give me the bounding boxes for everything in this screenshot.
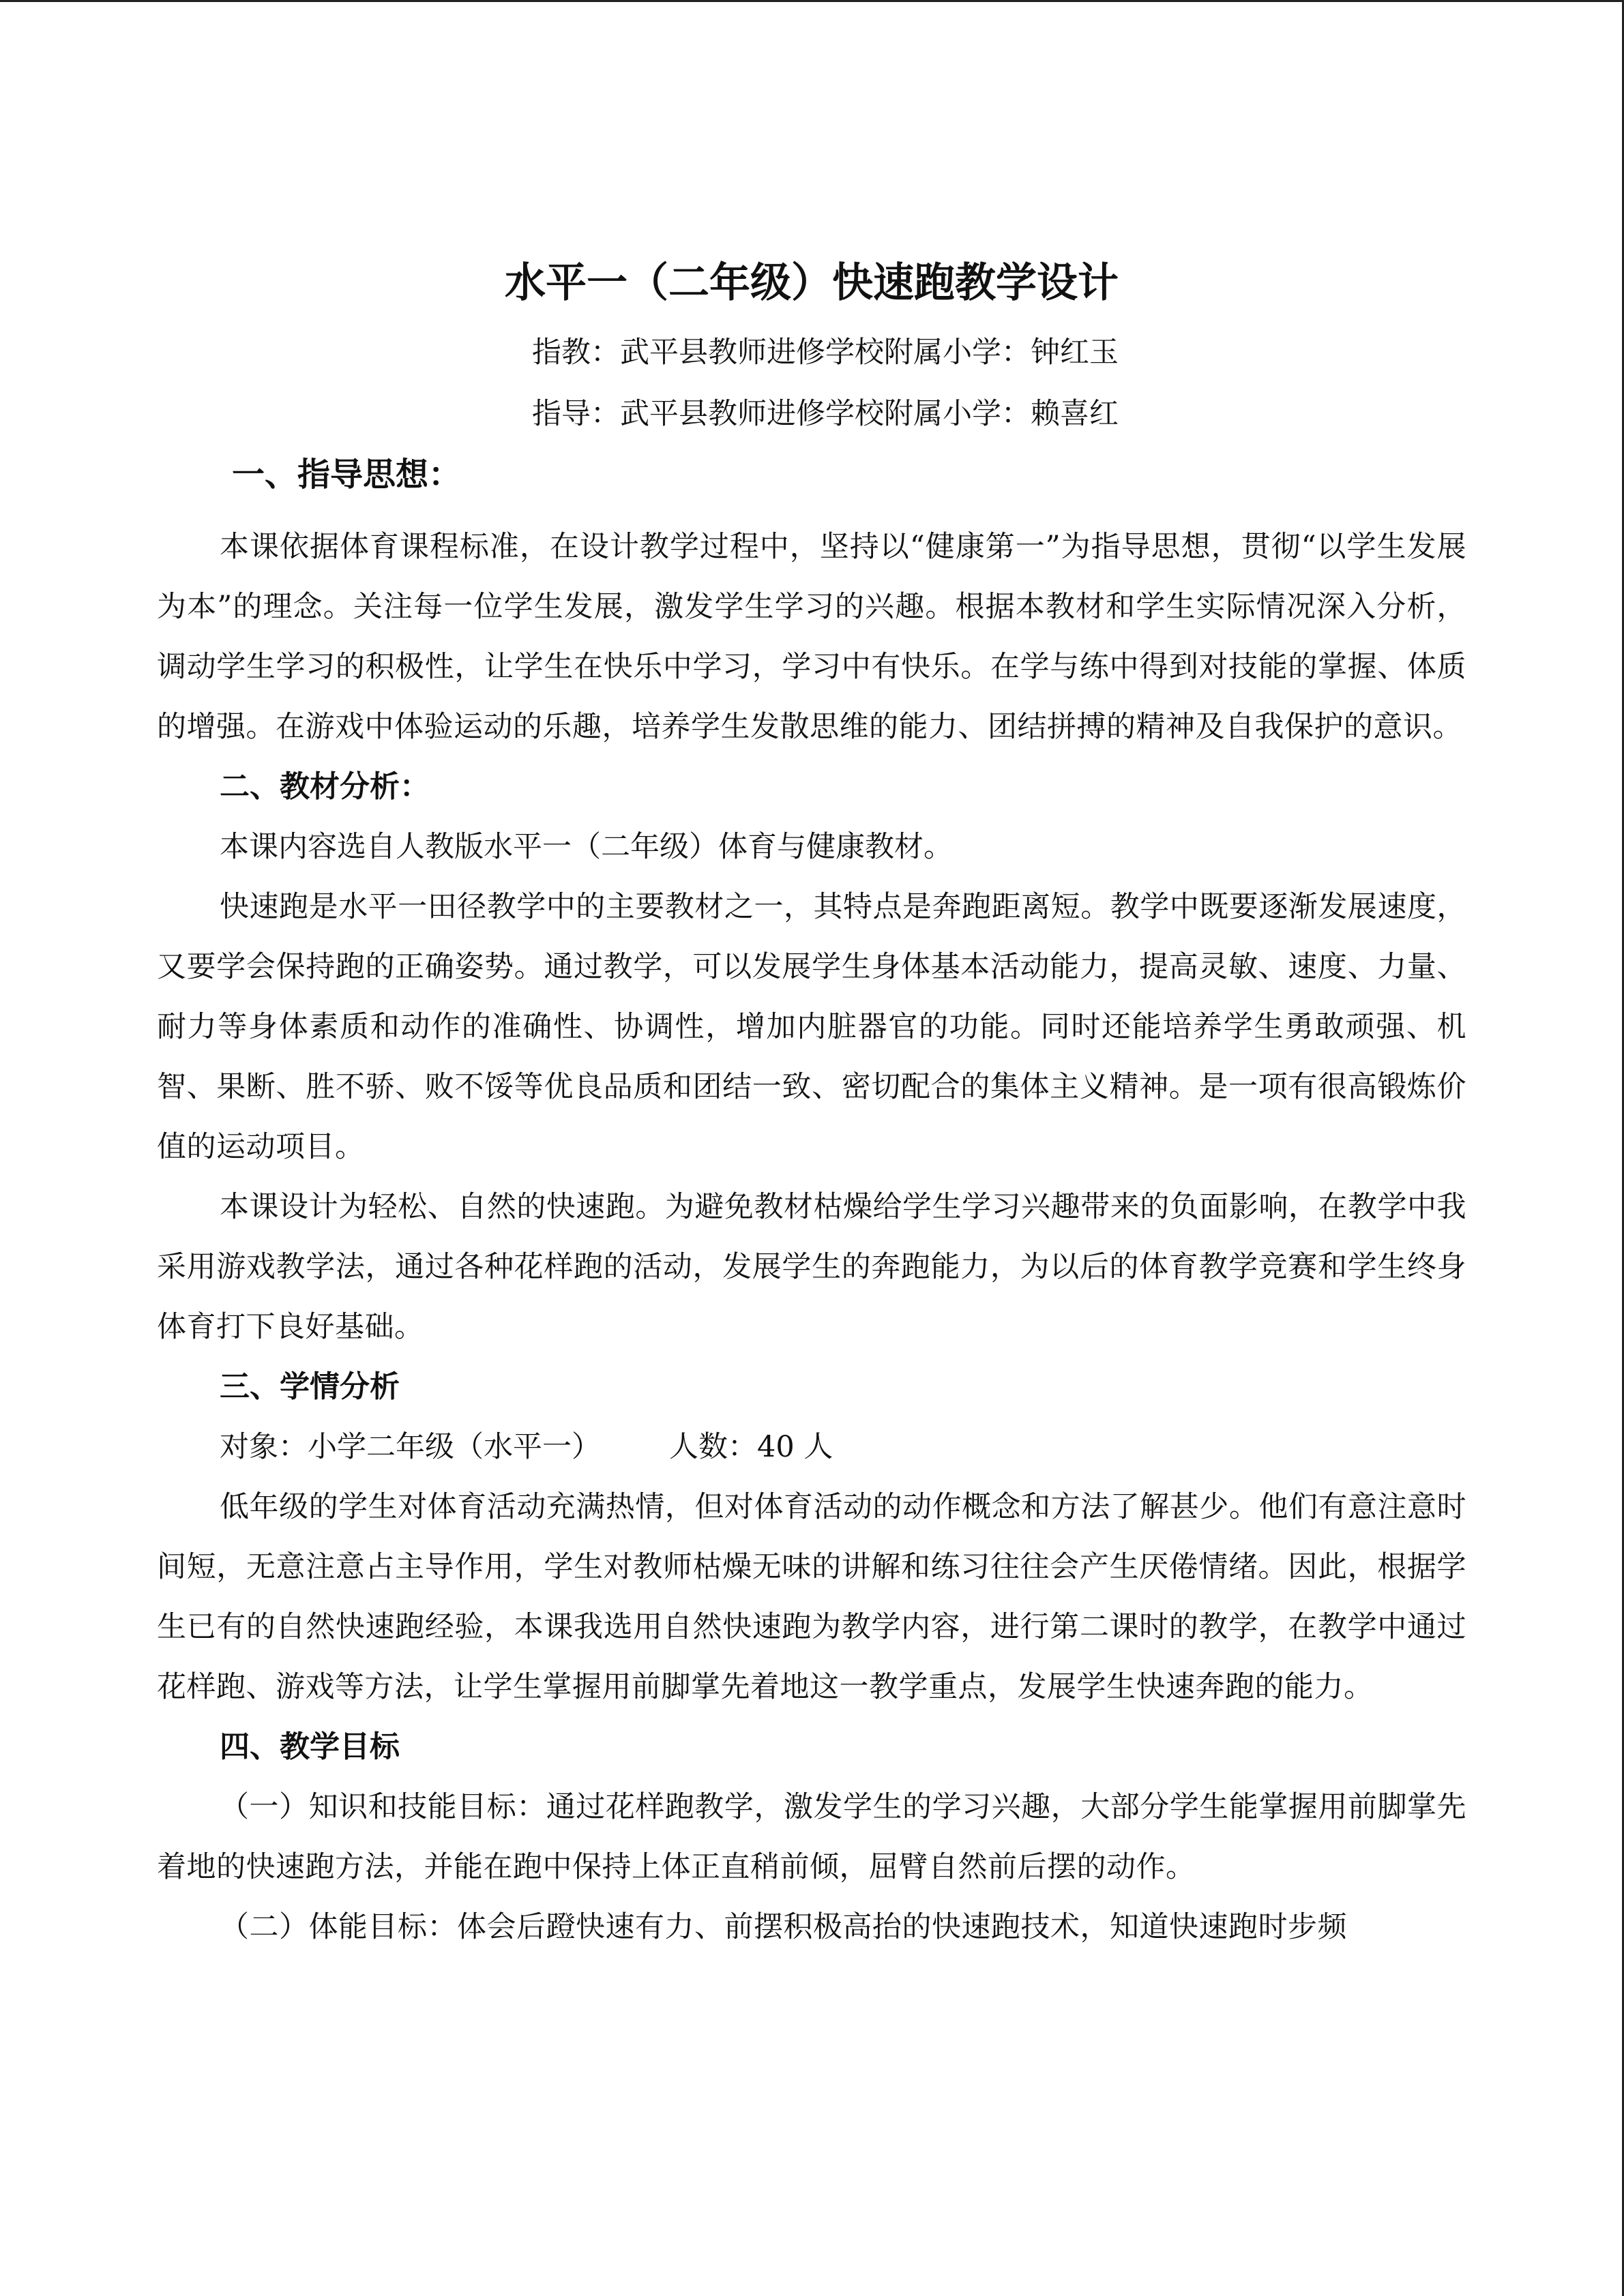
student-object-text: 对象：小学二年级（水平一） bbox=[220, 1430, 601, 1464]
paragraph-goal-knowledge-skill: （一）知识和技能目标：通过花样跑教学，激发学生的学习兴趣，大部分学生能掌握用前脚掌先着地的快速跑方法，并能在跑中保持上体正直稍前倾，屈臂自然前后摆的动作。 bbox=[157, 1790, 1466, 1884]
paragraph-student-analysis: 低年级的学生对体育活动充满热情，但对体育活动的动作概念和方法了解甚少。他们有意注意时间短，无意注意占主导作用，学生对教师枯燥无味的讲解和练习往往会产生厌倦情绪。因此，根据学生已有的自然快速跑经验，本课我选用自然快速跑为教学内容，进行第二课时的教学，在教学中通过花样跑、游戏等方法，让学生掌握用前脚掌先着地这一教学重点，发展学生快速奔跑的能力。 bbox=[157, 1490, 1466, 1704]
section-heading-student-analysis: 三、学情分析 bbox=[220, 1369, 400, 1404]
section-heading-guiding-thought: 一、指导思想： bbox=[232, 456, 462, 494]
paragraph-goal-fitness: （二）体能目标：体会后蹬快速有力、前摆积极高抬的快速跑技术，知道快速跑时步频 bbox=[220, 1910, 1347, 1944]
student-info-line bbox=[157, 1417, 1466, 1477]
student-count-text: 人数：40 人 bbox=[669, 1430, 833, 1464]
section-heading-material-analysis: 二、教材分析： bbox=[220, 769, 430, 804]
paragraph-sprint-description: 快速跑是水平一田径教学中的主要教材之一，其特点是奔跑距离短。教学中既要逐渐发展速度，又要学会保持跑的正确姿势。通过教学，可以发展学生身体基本活动能力，提高灵敏、速度、力量、耐力等身体素质和动作的准确性、协调性，增加内脏器官的功能。同时还能培养学生勇敢顽强、机智、果断、胜不骄、败不馁等优良品质和团结一致、密切配合的集体主义精神。是一项有很高锻炼价值的运动项目。 bbox=[157, 890, 1466, 1164]
page-title: 水平一（二年级）快速跑教学设计 bbox=[505, 259, 1119, 307]
document-page bbox=[157, 252, 1466, 1957]
page-border-top bbox=[0, 0, 1624, 2]
section-heading-teaching-goals: 四、教学目标 bbox=[220, 1729, 400, 1764]
author-line-teacher: 指教：武平县教师进修学校附属小学：钟红玉 bbox=[532, 336, 1119, 370]
author-line-advisor: 指导：武平县教师进修学校附属小学：赖喜红 bbox=[532, 397, 1119, 431]
paragraph-guiding-thought: 本课依据体育课程标准，在设计教学过程中，坚持以“健康第一”为指导思想，贯彻“以学生发展为本”的理念。关注每一位学生发展，激发学生学习的兴趣。根据本教材和学生实际情况深入分析，调动学生学习的积极性，让学生在快乐中学习，学习中有快乐。在学与练中得到对技能的掌握、体质的增强。在游戏中体验运动的乐趣，培养学生发散思维的能力、团结拼搏的精神及自我保护的意识。 bbox=[157, 530, 1466, 744]
paragraph-lesson-design: 本课设计为轻松、自然的快速跑。为避免教材枯燥给学生学习兴趣带来的负面影响，在教学中我采用游戏教学法，通过各种花样跑的活动，发展学生的奔跑能力，为以后的体育教学竞赛和学生终身体育打下良好基础。 bbox=[157, 1190, 1466, 1344]
paragraph-material-source: 本课内容选自人教版水平一（二年级）体育与健康教材。 bbox=[220, 830, 953, 864]
